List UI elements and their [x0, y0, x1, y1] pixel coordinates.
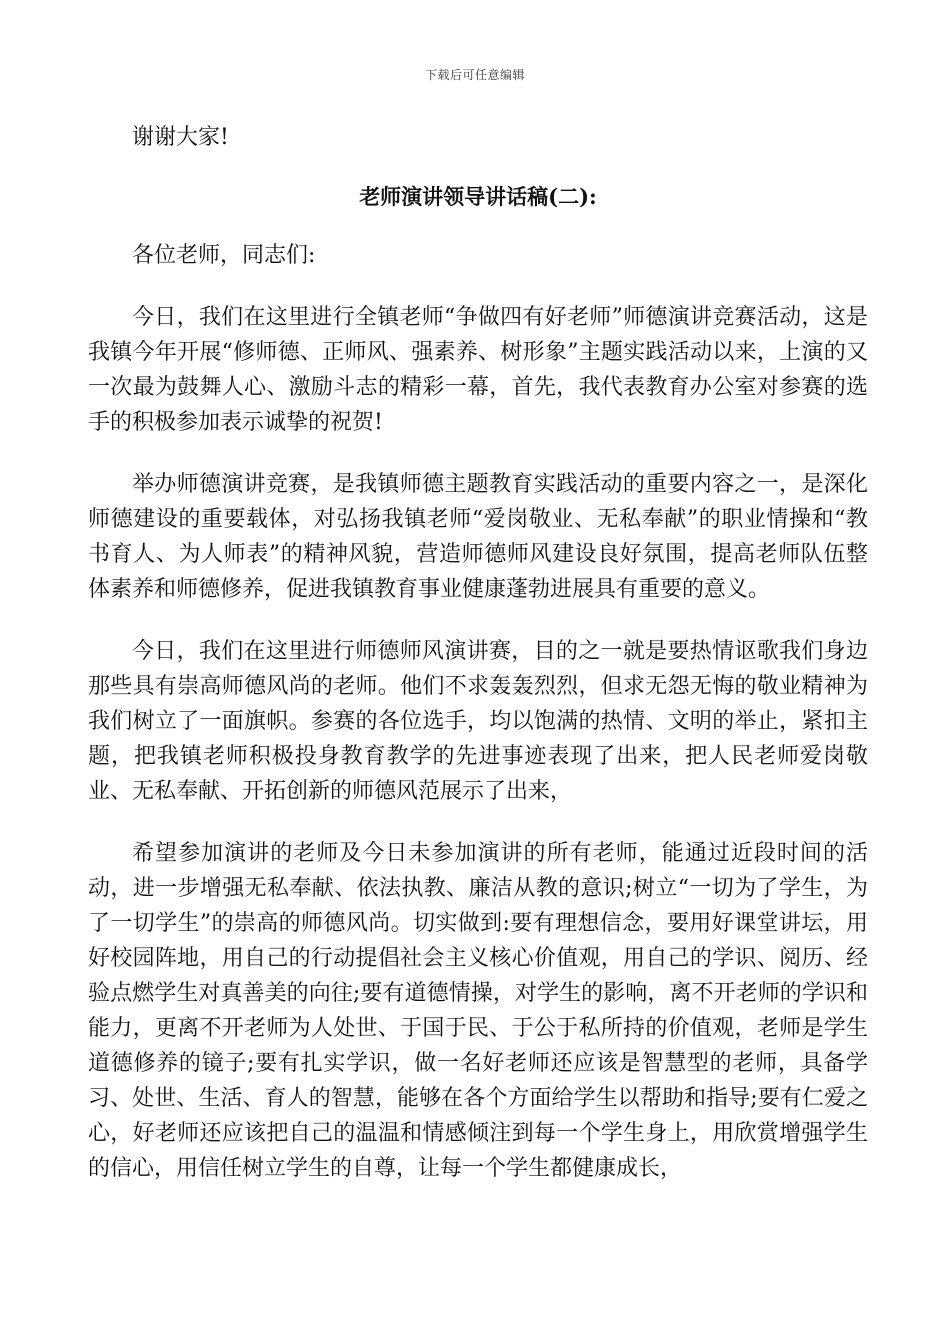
page-header: 下载后可任意编辑: [424, 68, 525, 82]
paragraph-3: 今日，我们在这里进行师德师风演讲赛，目的之一就是要热情讴歌我们身边那些具有崇高师德风尚的老师。他们不求轰轰烈烈，但求无怨无悔的敬业精神为我们树立了一面旗帜。参赛的各位选手，均以饱满的热情、文明的举止，紧扣主题，把我镇老师积极投身教育教学的先进事迹表现了出来，把人民老师爱岗敬业、无私奉献、开拓创新的师德风范展示了出来，: [88, 639, 868, 804]
closing-line: 谢谢大家!: [132, 125, 229, 150]
paragraph-4: 希望参加演讲的老师及今日未参加演讲的所有老师，能通过近段时间的活动，进一步增强无私奉献、依法执教、廉洁从教的意识;树立“一切为了学生，为了一切学生”的崇高的师德风尚。切实做到:要有理想信念，要用好课堂讲坛，用好校园阵地，用自己的行动提倡社会主义核心价值观，用自己的学识、阅历、经验点燃学生对真善美的向往;要有道德情操，对学生的影响，离不开老师的学识和能力，更离不开老师为人处世、于国于民、于公于私所持的价值观，老师是学生道德修养的镜子;要有扎实学识，做一名好老师还应该是智慧型的老师，具备学习、处世、生活、育人的智慧，能够在各个方面给学生以帮助和指导;要有仁爱之心，好老师还应该把自己的温温和情感倾注到每一个学生身上，用欣赏增强学生的信心，用信任树立学生的自尊，让每一个学生都健康成长，: [88, 841, 868, 1181]
salutation: 各位老师，同志们:: [132, 243, 316, 268]
paragraph-1: 今日，我们在这里进行全镇老师“争做四有好老师”师德演讲竞赛活动，这是我镇今年开展“修师德、正师风、强素养、树形象”主题实践活动以来，上演的又一次最为鼓舞人心、激励斗志的精彩一幕，首先，我代表教育办公室对参赛的选手的积极参加表示诚挚的祝贺!: [88, 305, 868, 435]
document-body: [88, 120, 868, 1186]
paragraph-2: 举办师德演讲竞赛，是我镇师德主题教育实践活动的重要内容之一，是深化师德建设的重要载体，对弘扬我镇老师“爱岗敬业、无私奉献”的职业情操和“教书育人、为人师表”的精神风貌，营造师德师风建设良好氛围，提高老师队伍整体素养和师德修养，促进我镇教育事业健康蓬勃进展具有重要的意义。: [88, 472, 868, 602]
section-title: 老师演讲领导讲话稿(二):: [359, 184, 597, 209]
